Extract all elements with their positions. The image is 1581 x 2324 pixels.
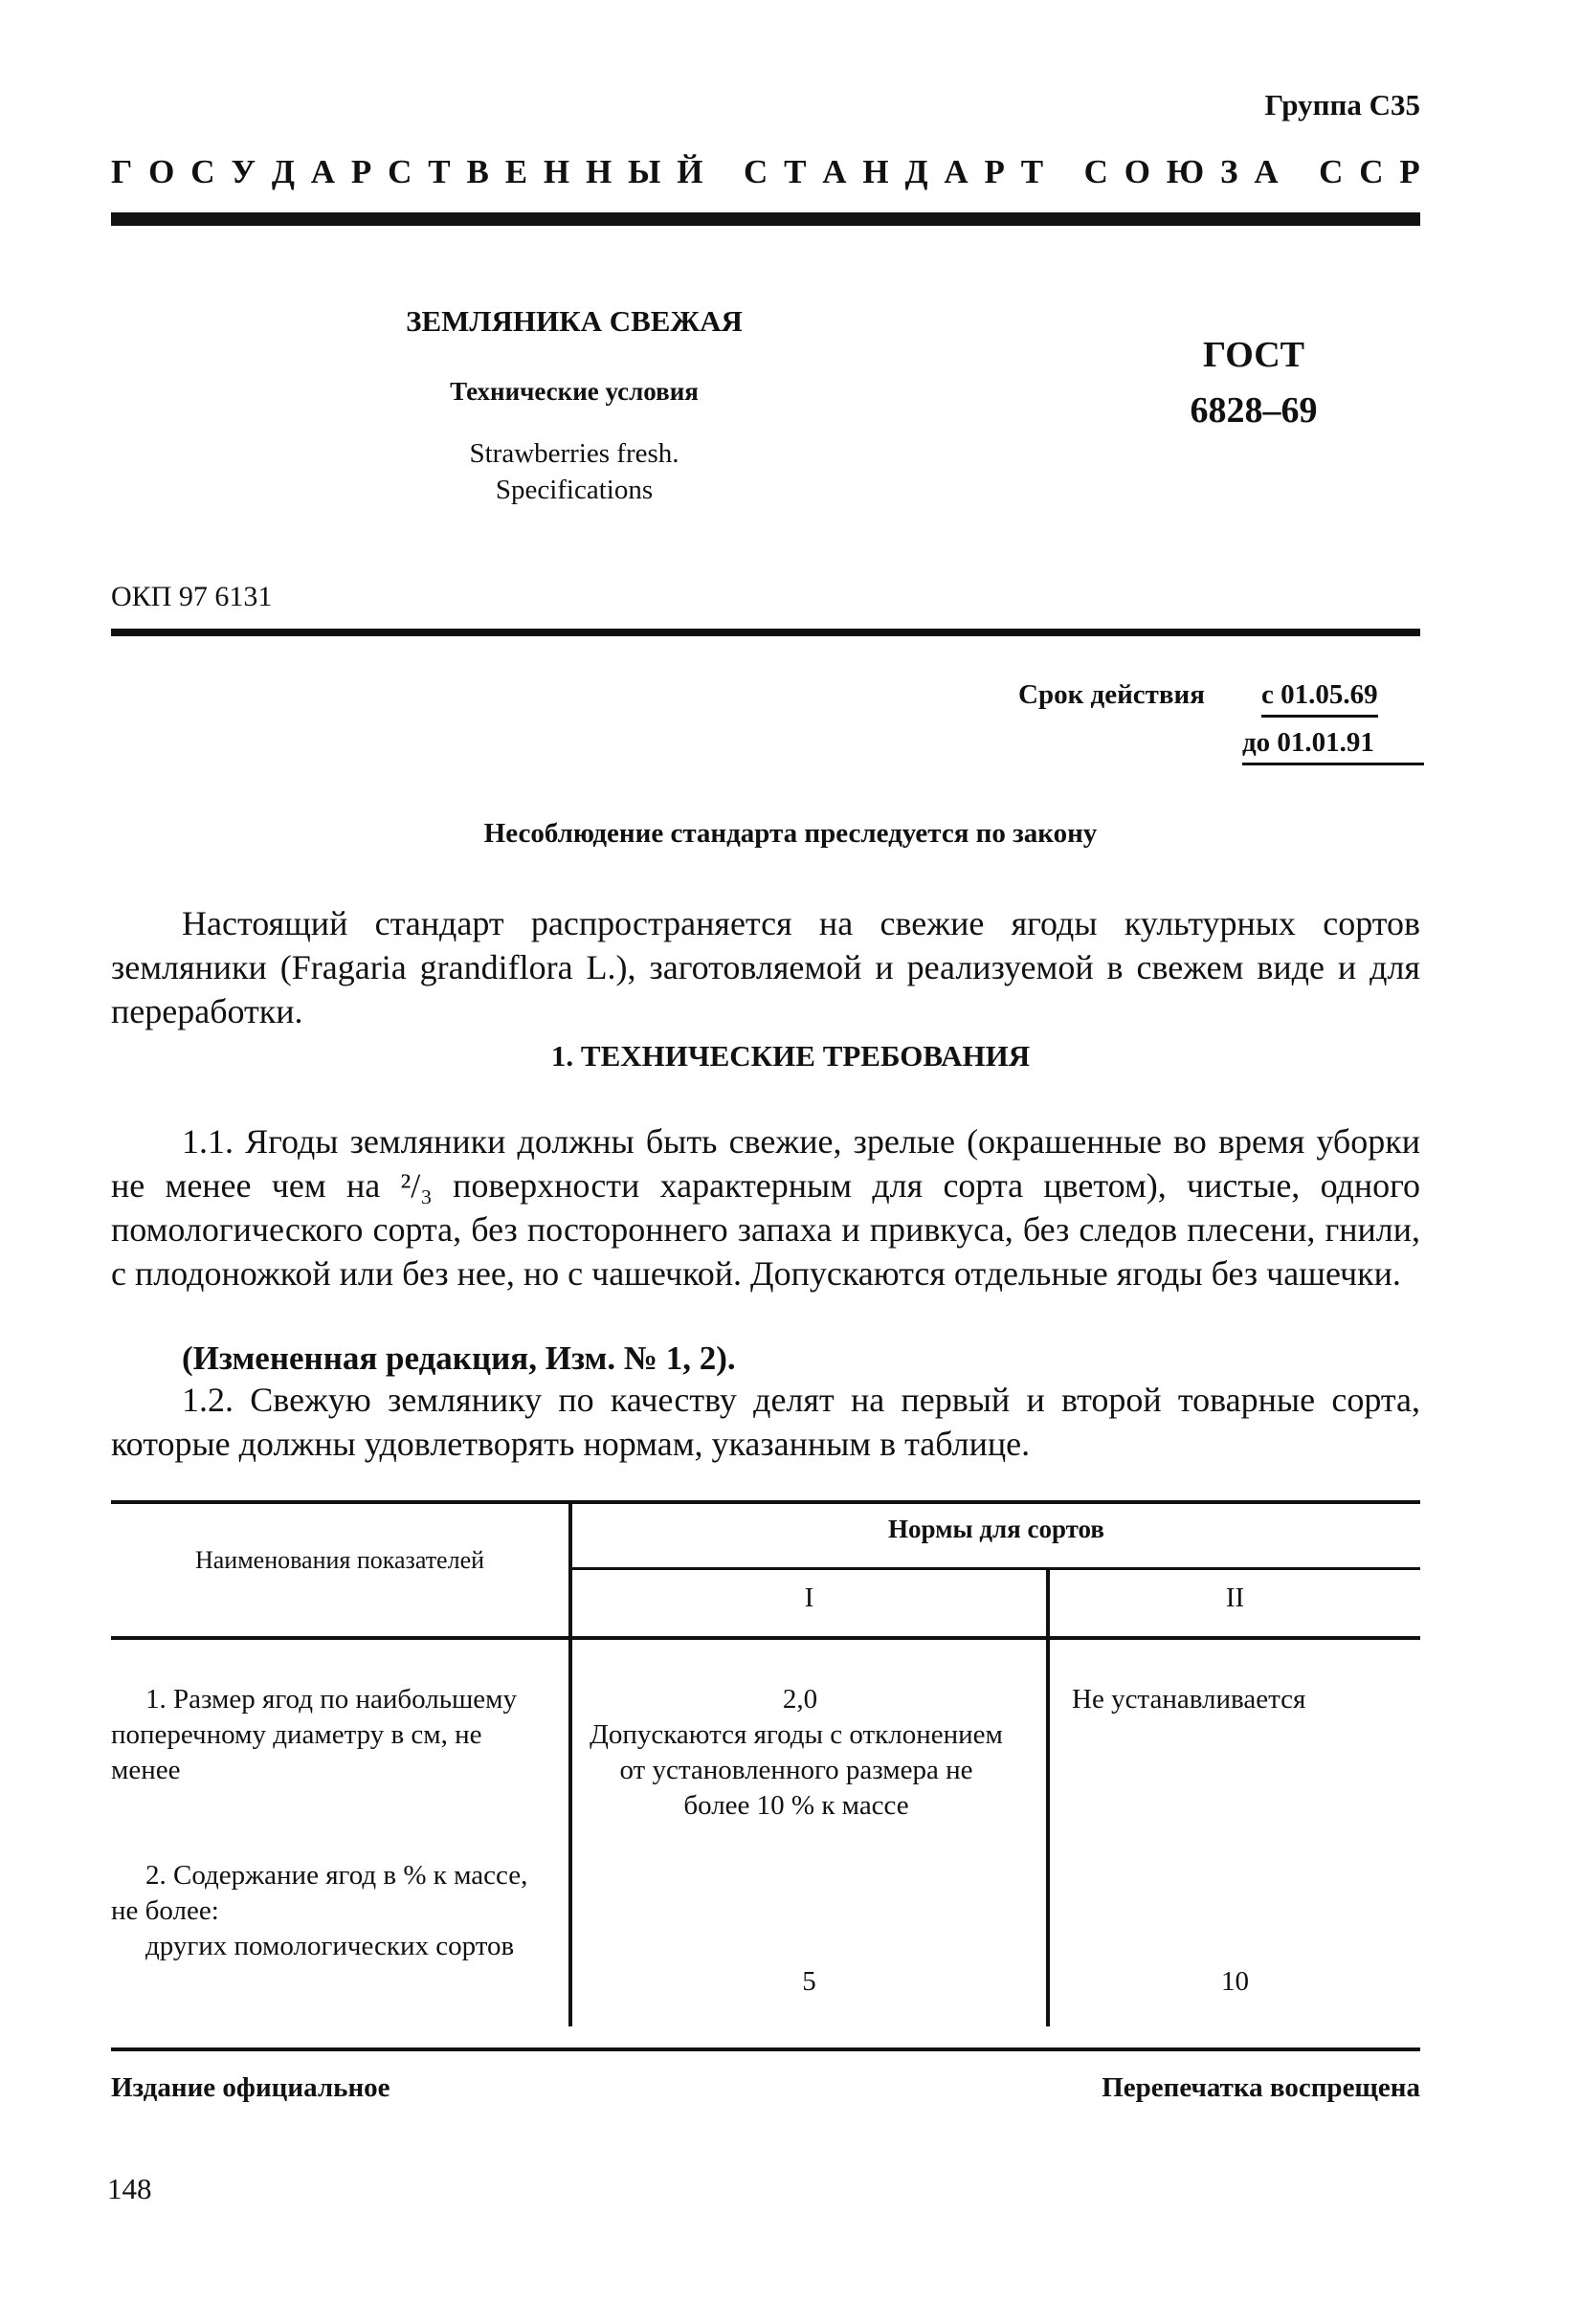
header-letter: С: [1083, 153, 1108, 190]
document-title: ЗЕМЛЯНИКА СВЕЖАЯ: [406, 304, 743, 338]
header-letter: Р: [350, 153, 372, 190]
header-letter: А: [822, 153, 847, 190]
header-letter: В: [466, 153, 489, 190]
table-norms-rule: [572, 1567, 1420, 1570]
table-divider-1: [568, 1500, 572, 2026]
col-header-grade-1: I: [804, 1583, 814, 1613]
section-heading: 1. ТЕХНИЧЕСКИЕ ТРЕБОВАНИЯ: [550, 1039, 1031, 1073]
header-letter: С: [388, 153, 412, 190]
header-letter: А: [944, 153, 969, 190]
header-letter: [1294, 153, 1303, 191]
col-header-norms: Нормы для сортов: [888, 1515, 1104, 1543]
header-letter: С: [1359, 153, 1384, 190]
clause-1-1: 1.1. Ягоды земляники должны быть свежие, зрелые (окрашенные во время уборки не менее чем на ²/₃ поверхности характерным для сорта цветом), чистые, одного помологического сорта, без постороннего запаха и привкуса, без следов плесени, гнили, с плодоножкой или без нее, но с чашечкой. Допускаются отдельные ягоды без чашечки.: [111, 1122, 1420, 1293]
row-2-name: 2. Содержание ягод в % к массе, не более:: [111, 1860, 528, 1926]
footer-edition: Издание официальное: [111, 2072, 390, 2103]
row-2-subname: других помологических сортов: [145, 1931, 515, 1961]
validity-from: с 01.05.69: [1261, 679, 1378, 718]
header-letter: С: [1319, 153, 1344, 190]
intro-paragraph: Настоящий стандарт распространяется на свежие ягоды культурных сортов земляники (Fragaria grandiflora L.), заготовляемой и реализуемой в свежем виде и для переработки.: [111, 904, 1420, 1030]
header-letter: [1059, 153, 1068, 191]
amendment-note: (Измененная редакция, Изм. № 1, 2).: [182, 1339, 736, 1377]
table-bottom-rule: [111, 2047, 1420, 2051]
law-note: Несоблюдение стандарта преследуется по закону: [483, 818, 1098, 849]
standard-header: [111, 153, 1420, 191]
header-letter: Р: [1399, 153, 1420, 190]
document-title-en: Strawberries fresh.: [469, 438, 679, 469]
document-subtitle: Технические условия: [450, 377, 699, 406]
okp-rule: [111, 629, 1420, 636]
header-letter: Н: [585, 153, 612, 190]
gost-block: [1129, 327, 1378, 438]
header-letter: [719, 153, 727, 191]
gost-number: 6828–69: [1190, 390, 1318, 431]
header-letter: С: [743, 153, 768, 190]
col-header-grade-2: II: [1225, 1583, 1245, 1613]
header-letter: Ы: [628, 153, 661, 190]
header-letter: Е: [504, 153, 528, 190]
header-letter: Н: [543, 153, 570, 190]
row-1-name: 1. Размер ягод по наибольшему поперечному диаметру в см, не менее: [111, 1684, 518, 1785]
header-letter: Р: [984, 153, 1005, 190]
header-letter: О: [1124, 153, 1150, 190]
row-1-grade-1-value: 2,0: [782, 1684, 818, 1715]
header-letter: Д: [271, 153, 295, 190]
header-letter: Г: [111, 153, 133, 190]
row-2-grade-1-value: 5: [802, 1966, 816, 1997]
table-top-rule: [111, 1500, 1420, 1504]
validity-to: до 01.01.91: [1242, 727, 1424, 765]
header-letter: З: [1220, 153, 1238, 190]
row-1-grade-2-value: Не устанавливается: [1072, 1684, 1306, 1715]
clause-1-2: 1.2. Свежую землянику по качеству делят на первый и второй товарные сорта, которые должны удовлетворять нормам, указанным в таблице.: [111, 1381, 1420, 1463]
gost-label: ГОСТ: [1202, 335, 1305, 375]
header-letter: Т: [784, 153, 807, 190]
header-letter: Ю: [1166, 153, 1205, 190]
footer-reprint: Перепечатка воспрещена: [1102, 2072, 1420, 2103]
header-letter: Й: [677, 153, 703, 190]
title-block: [325, 304, 823, 508]
header-letter: Н: [862, 153, 889, 190]
header-letter: А: [1254, 153, 1279, 190]
header-rule: [111, 212, 1420, 226]
okp-code: ОКП 97 6131: [111, 581, 273, 612]
page-number: 148: [107, 2172, 152, 2205]
header-letter: А: [310, 153, 336, 190]
document-subtitle-en: Specifications: [495, 475, 654, 505]
header-letter: Т: [428, 153, 451, 190]
header-letter: Т: [1020, 153, 1044, 190]
table-header-rule: [111, 1636, 1420, 1640]
validity-label: Срок действия: [1018, 679, 1205, 710]
header-letter: С: [190, 153, 215, 190]
header-letter: Д: [904, 153, 928, 190]
header-letter: У: [231, 153, 256, 190]
col-header-name: Наименования показателей: [194, 1546, 485, 1574]
header-letter: О: [148, 153, 175, 190]
row-1-grade-1-note: Допускаются ягоды с отклонением от установленного размера не более 10 % к массе: [590, 1719, 1003, 1821]
group-label: Группа С35: [1264, 88, 1420, 122]
row-2-grade-2-value: 10: [1221, 1966, 1249, 1997]
